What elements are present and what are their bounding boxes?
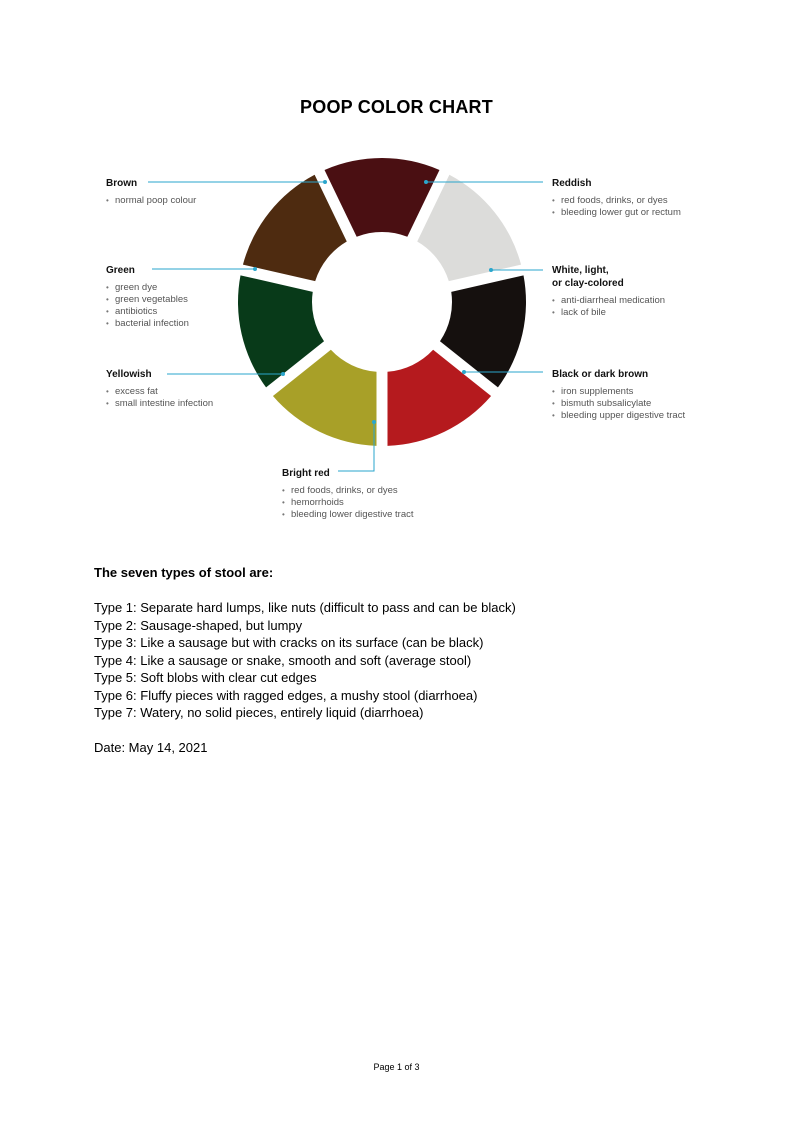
leader-dot (424, 180, 428, 184)
stool-type-line: Type 4: Like a sausage or snake, smooth and soft (average stool) (94, 652, 472, 668)
stool-type-line: Type 3: Like a sausage but with cracks on its surface (can be black) (94, 635, 484, 650)
document-date: Date: May 14, 2021 (94, 740, 208, 755)
label-black (552, 368, 685, 422)
label-bright-red-item: • bleeding lower digestive tract (282, 509, 414, 521)
label-green-item: • green vegetables (106, 294, 189, 306)
label-green-heading: Green (106, 265, 135, 276)
page-number: Page 1 of 3 (373, 1062, 420, 1072)
leader-dot (323, 180, 327, 184)
segment-brown (243, 175, 347, 281)
leader-dot (253, 267, 257, 271)
label-white-item: • anti-diarrheal medication (552, 295, 665, 307)
label-yellowish-heading: Yellowish (106, 369, 152, 380)
segment-white (417, 175, 521, 281)
label-yellowish (106, 368, 213, 410)
label-black-heading: Black or dark brown (552, 369, 649, 380)
label-green (106, 264, 189, 330)
poop-color-chart (0, 0, 793, 540)
leader-dot (489, 268, 493, 272)
label-green-item: • antibiotics (106, 306, 189, 318)
label-reddish (552, 177, 681, 219)
stool-type-line: Type 1: Separate hard lumps, like nuts (difficult to pass and can be black) (94, 600, 516, 615)
label-green-item: • green dye (106, 282, 189, 294)
label-white-item: • lack of bile (552, 307, 665, 319)
label-reddish-item: • bleeding lower gut or rectum (552, 207, 681, 219)
stool-types-section (94, 564, 516, 757)
label-black-item: • bismuth subsalicylate (552, 398, 685, 410)
label-black-item: • bleeding upper digestive tract (552, 410, 685, 422)
stool-type-line: Type 2: Sausage-shaped, but lumpy (94, 617, 303, 633)
segment-reddish (325, 158, 440, 237)
label-bright-red-item: • hemorrhoids (282, 497, 414, 509)
label-white-heading-line1: White, light, (552, 265, 609, 276)
page-title: POOP COLOR CHART (300, 97, 493, 117)
label-bright-red-heading: Bright red (282, 468, 330, 479)
leader-dot (372, 420, 376, 424)
label-brown-item: • normal poop colour (106, 195, 196, 207)
label-bright-red-item: • red foods, drinks, or dyes (282, 485, 414, 497)
stool-type-line: Type 6: Fluffy pieces with ragged edges, a mushy stool (diarrhoea) (94, 687, 478, 703)
label-brown-heading: Brown (106, 178, 138, 189)
label-brown (106, 177, 196, 207)
label-white-heading-line2: or clay-colored (552, 278, 624, 289)
stool-type-line: Type 5: Soft blobs with clear cut edges (94, 670, 317, 685)
section-heading: The seven types of stool are: (94, 565, 274, 580)
label-reddish-item: • red foods, drinks, or dyes (552, 195, 681, 207)
label-black-item: • iron supplements (552, 386, 685, 398)
label-white (552, 264, 665, 319)
label-bright-red (282, 467, 414, 521)
label-yellowish-item: • small intestine infection (106, 398, 213, 410)
label-yellowish-item: • excess fat (106, 386, 213, 398)
stool-type-line: Type 7: Watery, no solid pieces, entirely liquid (diarrhoea) (94, 705, 424, 720)
leader-dot (462, 370, 466, 374)
label-reddish-heading: Reddish (552, 178, 592, 189)
label-green-item: • bacterial infection (106, 318, 189, 330)
leader-dot (281, 372, 285, 376)
